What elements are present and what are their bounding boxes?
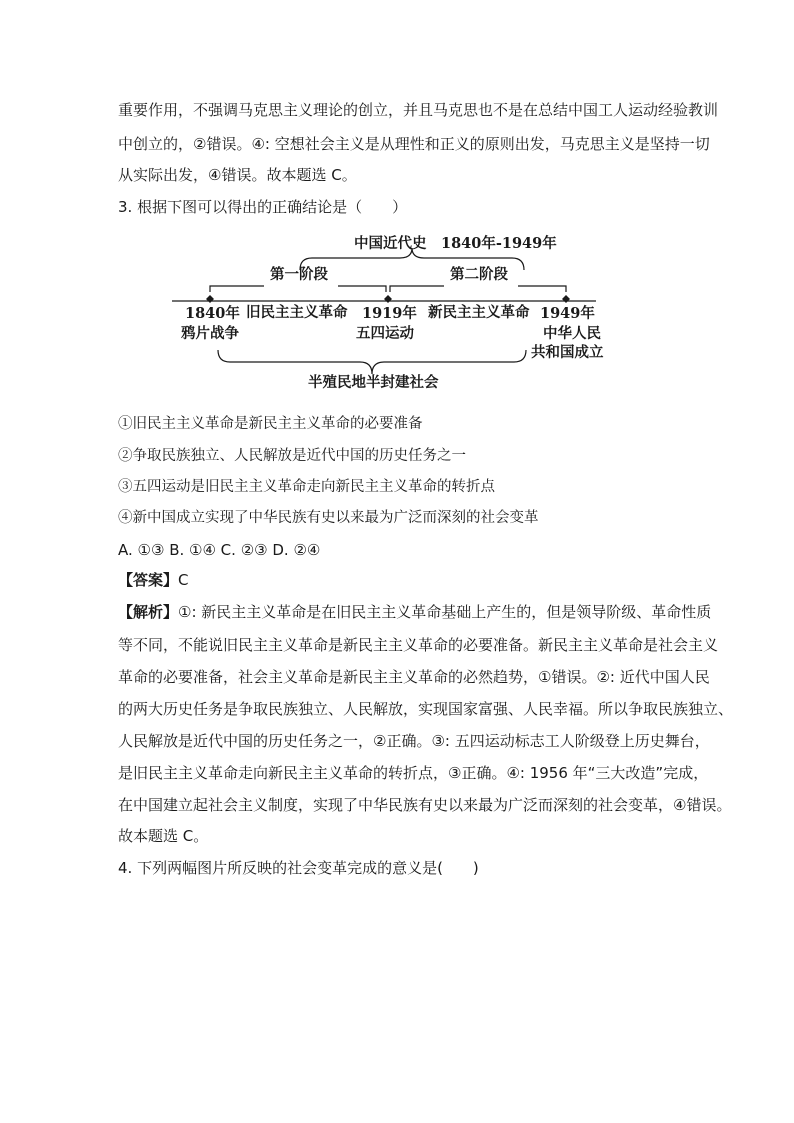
stage-2-brace bbox=[390, 286, 566, 292]
new-revolution-label: 新民主主义革命 bbox=[428, 304, 530, 321]
option-1: ①旧民主主义革命是新民主主义革命的必要准备 bbox=[118, 416, 423, 432]
event-1949-line-1: 中华人民 bbox=[543, 325, 601, 342]
marker-1949 bbox=[562, 295, 570, 303]
stage-1-label: 第一阶段 bbox=[270, 266, 328, 283]
stage-2-label: 第二阶段 bbox=[450, 266, 508, 283]
stage-1-brace bbox=[210, 286, 386, 292]
lower-brace bbox=[218, 350, 526, 374]
text-line: 中创立的，②错误。④: 空想社会主义是从理性和正义的原则出发，马克思主义是坚持一切 bbox=[118, 135, 710, 153]
old-revolution-label: 旧民主主义革命 bbox=[246, 304, 348, 321]
analysis-line: 的两大历史任务是争取民族独立、人民解放，实现国家富强、人民幸福。所以争取民族独立、 bbox=[118, 700, 734, 718]
text-line: 重要作用，不强调马克思主义理论的创立，并且马克思也不是在总结中国工人运动经验教训 bbox=[118, 101, 719, 119]
text-line: 从实际出发，④错误。故本题选 C。 bbox=[118, 166, 357, 184]
answer-value: C bbox=[178, 571, 189, 589]
analysis-line: 是旧民主主义革命走向新民主主义革命的转折点，③正确。④: 1956 年“三大改造”完成， bbox=[118, 764, 709, 782]
year-1919: 1919年 bbox=[362, 305, 417, 322]
option-3: ③五四运动是旧民主主义革命走向新民主主义革命的转折点 bbox=[118, 479, 495, 495]
event-1919: 五四运动 bbox=[356, 325, 414, 342]
year-1949: 1949年 bbox=[540, 305, 595, 322]
marker-1919 bbox=[384, 295, 392, 303]
analysis-line: 人民解放是近代中国的历史任务之一，②正确。③: 五四运动标志工人阶级登上历史舞台， bbox=[118, 732, 710, 750]
marker-1840 bbox=[206, 295, 214, 303]
analysis-label: 【解析】 bbox=[118, 603, 179, 621]
event-1840: 鸦片战争 bbox=[181, 325, 239, 342]
answer-line bbox=[118, 570, 189, 590]
option-4: ④新中国成立实现了中华民族有史以来最为广泛而深刻的社会变革 bbox=[118, 510, 539, 526]
analysis-line bbox=[118, 602, 711, 622]
timeline-diagram bbox=[0, 228, 794, 398]
diagram-title: 中国近代史 1840年-1949年 bbox=[354, 235, 557, 252]
analysis-line: 故本题选 C。 bbox=[118, 827, 209, 845]
event-1949-line-2: 共和国成立 bbox=[531, 344, 604, 361]
question-3-stem: 3. 根据下图可以得出的正确结论是（ ） bbox=[118, 198, 408, 216]
analysis-text: ①: 新民主主义革命是在旧民主主义革命基础上产生的，但是领导阶级、革命性质 bbox=[178, 603, 712, 621]
year-1840: 1840年 bbox=[185, 305, 240, 322]
question-4-stem: 4. 下列两幅图片所反映的社会变革完成的意义是( ) bbox=[118, 859, 479, 877]
answer-label: 【答案】 bbox=[118, 571, 179, 589]
option-2: ②争取民族独立、人民解放是近代中国的历史任务之一 bbox=[118, 448, 466, 464]
answer-choices: A. ①③ B. ①④ C. ②③ D. ②④ bbox=[118, 541, 321, 559]
analysis-line: 在中国建立起社会主义制度，实现了中华民族有史以来最为广泛而深刻的社会变革，④错误。 bbox=[118, 796, 732, 814]
society-label: 半殖民地半封建社会 bbox=[308, 374, 439, 391]
analysis-line: 等不同，不能说旧民主主义革命是新民主主义革命的必要准备。新民主主义革命是社会主义 bbox=[118, 636, 719, 654]
analysis-line: 革命的必要准备，社会主义革命是新民主主义革命的必然趋势，①错误。②: 近代中国人民 bbox=[118, 668, 710, 686]
